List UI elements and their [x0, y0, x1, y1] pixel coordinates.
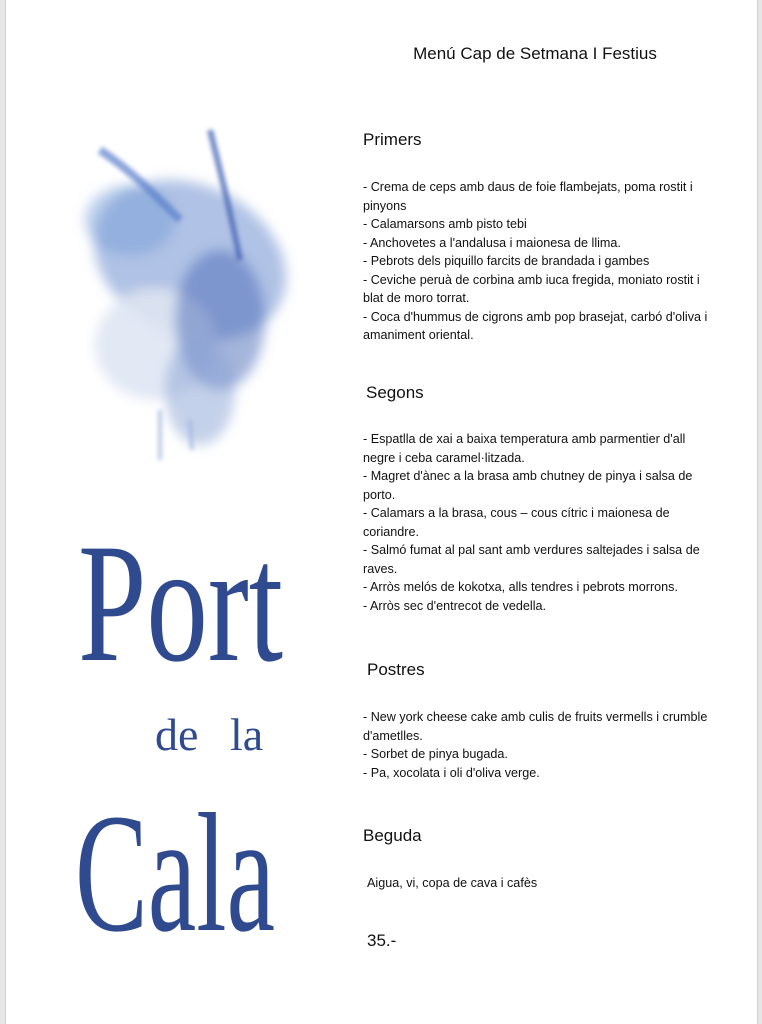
list-item: - Sorbet de pinya bugada. [363, 747, 508, 761]
postres-list [363, 708, 718, 782]
menu-title: Menú Cap de Setmana I Festius [413, 44, 657, 63]
list-item: - Pa, xocolata i oli d'oliva verge. [363, 765, 540, 780]
list-item: - Calamars a la brasa, cous – cous cítric i maionesa de coriandre. [363, 506, 670, 539]
logo-word-port: Port [78, 509, 283, 697]
primers-list [363, 178, 718, 345]
list-item: - Ceviche peruà de corbina amb iuca fregida, moniato rostit i blat de moro torrat. [363, 272, 700, 305]
segons-list [363, 430, 718, 615]
list-item: - Arròs sec d'entrecot de vedella. [363, 598, 547, 613]
list-item: - Anchovetes a l'andalusa i maionesa de llima. [363, 235, 621, 250]
restaurant-logo [60, 90, 300, 970]
logo-word-de: de [155, 709, 199, 760]
list-item: - Arròs melós de kokotxa, alls tendres i pebrots morrons. [363, 580, 678, 594]
list-item: - Coca d'hummus de cigrons amb pop brasejat, carbó d'oliva i amaniment oriental. [363, 309, 708, 342]
section-heading-primers: Primers [363, 130, 422, 149]
page-edge-left [0, 0, 6, 1024]
list-item: - Salmó fumat al pal sant amb verdures saltejades i salsa de raves. [363, 543, 700, 576]
menu-price: 35.- [367, 931, 397, 950]
logo-word-cala: Cala [75, 779, 275, 967]
list-item: - Pebrots dels piquillo farcits de brandada i gambes [363, 254, 650, 268]
list-item: - New york cheese cake amb culis de fruits vermells i crumble d'ametlles. [363, 710, 708, 743]
shell-illustration [60, 90, 300, 970]
list-item: - Crema de ceps amb daus de foie flambejats, poma rostit i pinyons [363, 180, 693, 213]
beguda-text: Aigua, vi, copa de cava i cafès [367, 876, 538, 890]
logo-word-la: la [230, 709, 264, 760]
list-item: - Espatlla de xai a baixa temperatura amb parmentier d'all negre i ceba caramel·litzada. [363, 432, 686, 465]
list-item: - Calamarsons amb pisto tebi [363, 217, 527, 231]
list-item: - Magret d'ànec a la brasa amb chutney de pinya i salsa de porto. [363, 469, 693, 502]
section-heading-postres: Postres [367, 660, 425, 679]
page-edge-right [757, 0, 762, 1024]
section-heading-segons: Segons [366, 383, 424, 402]
section-heading-beguda: Beguda [363, 826, 422, 845]
